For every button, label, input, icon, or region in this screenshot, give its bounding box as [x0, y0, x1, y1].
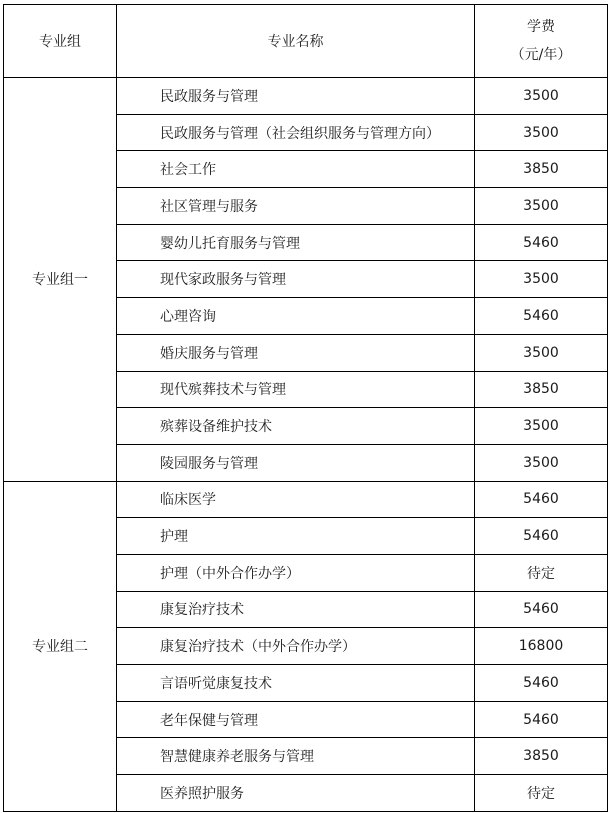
header-fee-line1: 学费	[527, 19, 555, 35]
fee-cell: 5460	[475, 701, 608, 738]
fee-cell: 3500	[475, 188, 608, 225]
major-name-cell: 现代殡葬技术与管理	[117, 371, 475, 408]
major-name-cell: 婴幼儿托育服务与管理	[117, 224, 475, 261]
header-fee-line2: （元/年）	[510, 47, 572, 63]
major-name-cell: 民政服务与管理（社会组织服务与管理方向）	[117, 114, 475, 151]
fee-cell: 3500	[475, 444, 608, 481]
tuition-table	[3, 4, 608, 812]
table-row	[4, 78, 608, 115]
fee-cell: 5460	[475, 591, 608, 628]
header-group: 专业组	[4, 5, 117, 78]
table-body	[4, 78, 608, 812]
fee-cell: 3850	[475, 738, 608, 775]
major-name-cell: 老年保健与管理	[117, 701, 475, 738]
fee-cell: 5460	[475, 481, 608, 518]
major-name-cell: 殡葬设备维护技术	[117, 408, 475, 445]
fee-cell: 3500	[475, 78, 608, 115]
fee-cell: 待定	[475, 554, 608, 591]
group-cell: 专业组二	[4, 481, 117, 811]
major-name-cell: 护理	[117, 518, 475, 555]
header-row	[4, 5, 608, 78]
major-name-cell: 婚庆服务与管理	[117, 334, 475, 371]
fee-cell: 5460	[475, 224, 608, 261]
fee-cell: 3850	[475, 151, 608, 188]
fee-cell: 16800	[475, 628, 608, 665]
fee-cell: 5460	[475, 298, 608, 335]
major-name-cell: 护理（中外合作办学）	[117, 554, 475, 591]
major-name-cell: 临床医学	[117, 481, 475, 518]
major-name-cell: 现代家政服务与管理	[117, 261, 475, 298]
fee-cell: 3500	[475, 408, 608, 445]
fee-cell: 3500	[475, 261, 608, 298]
group-cell: 专业组一	[4, 78, 117, 482]
header-fee	[475, 5, 608, 78]
major-name-cell: 心理咨询	[117, 298, 475, 335]
fee-cell: 3500	[475, 114, 608, 151]
fee-cell: 3850	[475, 371, 608, 408]
table-row	[4, 481, 608, 518]
fee-cell: 5460	[475, 518, 608, 555]
fee-cell: 3500	[475, 334, 608, 371]
major-name-cell: 智慧健康养老服务与管理	[117, 738, 475, 775]
major-name-cell: 医养照护服务	[117, 775, 475, 812]
fee-cell: 待定	[475, 775, 608, 812]
header-major: 专业名称	[117, 5, 475, 78]
major-name-cell: 社区管理与服务	[117, 188, 475, 225]
major-name-cell: 言语听觉康复技术	[117, 665, 475, 702]
major-name-cell: 康复治疗技术（中外合作办学）	[117, 628, 475, 665]
fee-cell: 5460	[475, 665, 608, 702]
major-name-cell: 陵园服务与管理	[117, 444, 475, 481]
major-name-cell: 康复治疗技术	[117, 591, 475, 628]
major-name-cell: 社会工作	[117, 151, 475, 188]
major-name-cell: 民政服务与管理	[117, 78, 475, 115]
